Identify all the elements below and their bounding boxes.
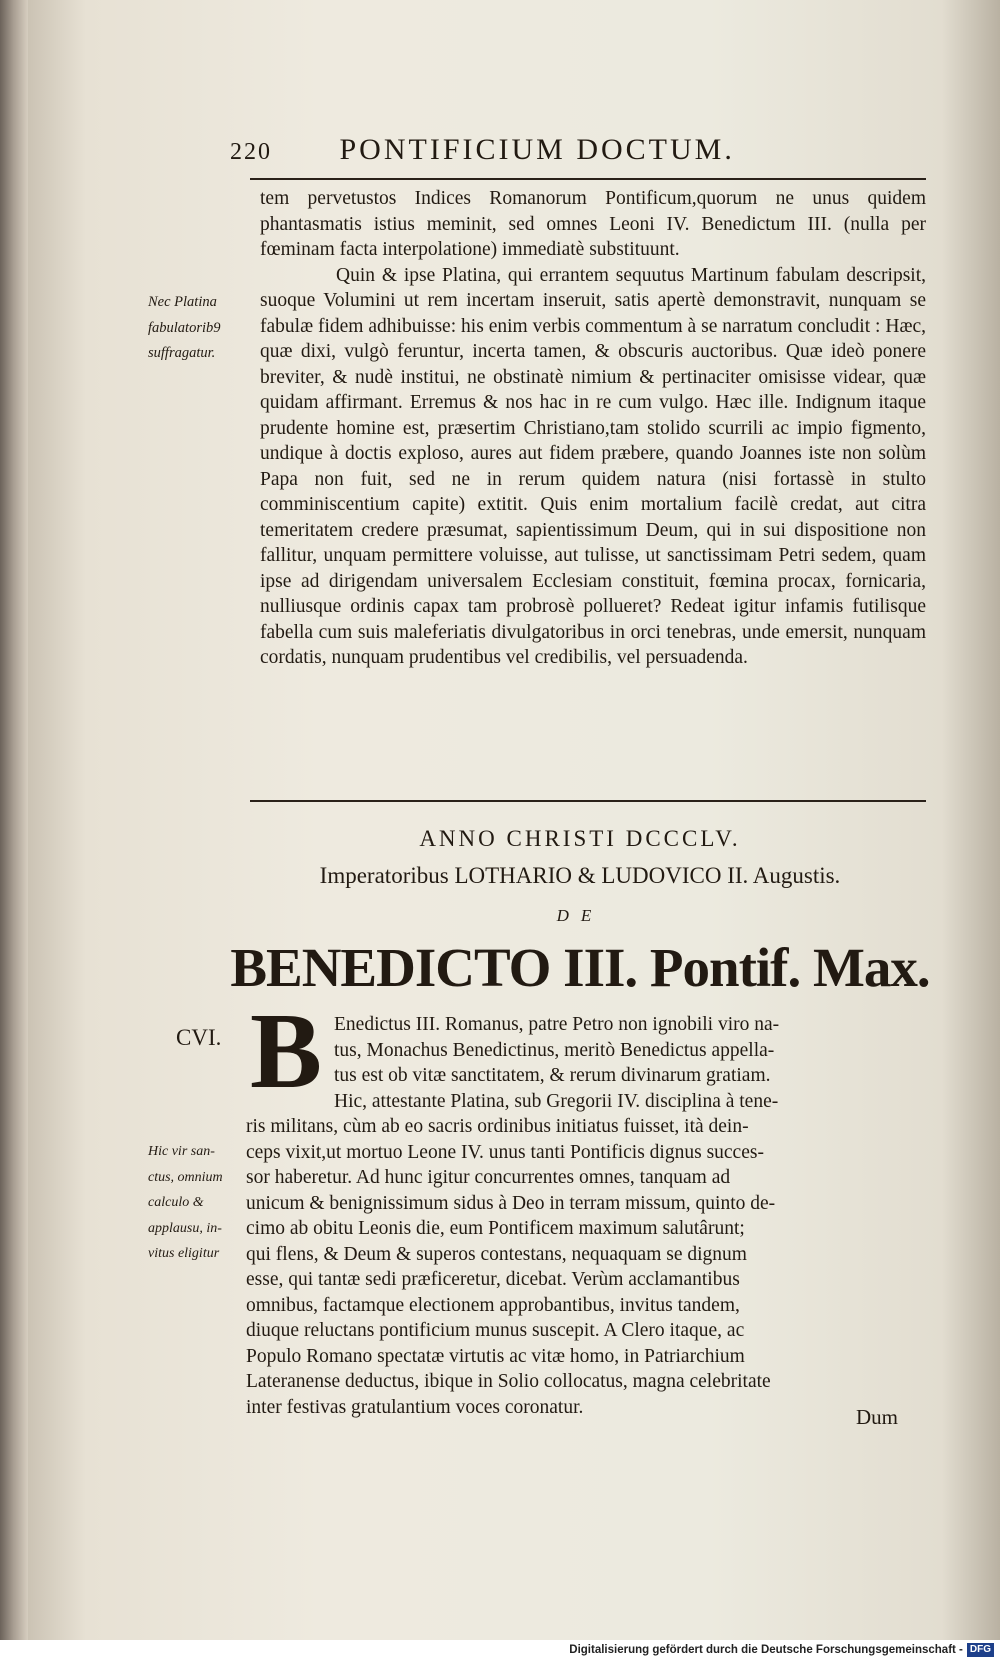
imperatoribus-line: Imperatoribus LOTHARIO & LUDOVICO II. Augustis. (319, 863, 841, 888)
drop-cap: B (250, 992, 323, 1111)
header-rule (250, 178, 926, 180)
text-line: esse, qui tantæ sedi præficeretur, dicebat. Verùm acclamantibus (246, 1269, 740, 1290)
de-line: DE (556, 906, 604, 925)
margin-note-line: applausu, in- (148, 1220, 222, 1236)
margin-note-line: calculo & (148, 1195, 204, 1210)
dfg-logo: DFG (967, 1643, 994, 1657)
page-number: 220 (230, 139, 272, 165)
margin-note-platina (148, 290, 252, 367)
platina-paragraph: Quin & ipse Platina, qui errantem sequutus Martinum fabulam descripsit, suoque Volumini ut rem incertam inseruit, satis apertè demonstravit, nunquam se fabulæ fidem adhibuisse: his enim verbis commentum à se narratum concludit : Hæc, quæ dixi, vulgò feruntur, incerta tamen, & obscuris auctoribus. Quæ ideò ponere breviter, & nudè institui, ne obstinatè nimium & pertinaciter omisisse videar, quæ quidam affirmant. Erremus & nos hac in re cum vulgo. Hæc ille. Indignum itaque prudente homine est, præsertim Christiano,tam stolido scurrili ac impio figmento, undique à doctis exploso, aures aut fidem præbere, quando Joannes iste non solùm Papa non fuit, sed ne in rerum quidem natura (nisi fortassè in stulto comminiscentium capite) extitit. Quis enim mortalium facilè credat, aut citra temeritatem credere præsumat, sapientissimum Deum, qui in sui dispositione non fallitur, unquam permittere voluisse, aut tulisse, ut sanctissimam Petri sedem, quam ipse ad dirigendam universalem Ecclesiam constituit, fœmina procax, fornicaria, nulliusque ordinis capax tam probrosè pollueret? Redeat igitur infamis futilisque fabella cum suis maleferiatis divulgatoribus in orci tenebras, unde emersit, nunquam cordatis, nunquam prudentibus vel credibilis, vel persuadenda. (260, 264, 926, 668)
text-line: sor haberetur. Ad hunc igitur concurrentes omnes, tanquam ad (246, 1167, 731, 1188)
text-line: qui flens, & Deum & superos contestans, nequaquam se dignum (246, 1243, 747, 1265)
footer-bar (0, 1640, 1000, 1660)
text-line: inter festivas gratulantium voces coronatur. (246, 1396, 584, 1418)
text-line: Lateranense deductus, ibique in Solio collocatus, magna celebritate (246, 1371, 771, 1392)
text-line: cimo ab obitu Leonis die, eum Pontificem maximum salutârunt; (246, 1218, 745, 1239)
benedictus-paragraph (246, 1012, 926, 1420)
continued-paragraph: tem pervetustos Indices Romanorum Pontificum,quorum ne unus quidem phantasmatis istius meminit, sed omnes Leoni IV. Benedictum III. (nulla per fœminam facta interpolatione) immediatè substituunt. (260, 188, 926, 260)
chapter-number: CVI. (176, 1025, 222, 1050)
margin-note-line: vitus eligitur (148, 1246, 220, 1261)
text-line: Enedictus III. Romanus, patre Petro non ignobili viro na- (334, 1014, 780, 1035)
text-line: Populo Romano spectatæ virtutis ac vitæ homo, in Patriarchium (246, 1345, 745, 1367)
running-title: PONTIFICIUM DOCTUM. (339, 133, 735, 166)
margin-note-line: Nec Platina (148, 294, 217, 310)
text-line: omnibus, factamque electionem approbantibus, invitus tandem, (246, 1294, 740, 1316)
section-rule (250, 800, 926, 802)
margin-note-election (148, 1139, 252, 1267)
text-line: tus, Monachus Benedictinus, meritò Benedictus appella- (334, 1039, 775, 1061)
top-text (260, 186, 926, 671)
text-line: unicum & benignissimum sidus à Deo in terram missum, quinto de- (246, 1192, 776, 1214)
margin-note-line: Hic vir san- (148, 1144, 215, 1159)
margin-note-line: suffragatur. (148, 345, 216, 361)
catchword: Dum (856, 1405, 898, 1429)
footer-text: Digitalisierung gefördert durch die Deutsche Forschungsgemeinschaft - (569, 1644, 963, 1656)
text-line: tus est ob vitæ sanctitatem, & rerum divinarum gratiam. (334, 1065, 771, 1086)
margin-note-line: fabulatorib9 (148, 319, 221, 336)
text-line: diuque reluctans pontificium munus suscepit. A Clero itaque, ac (246, 1320, 745, 1341)
running-header (230, 133, 930, 167)
text-line: ceps vixit,ut mortuo Leone IV. unus tanti Pontificis dignus succes- (246, 1141, 764, 1163)
text-line: Hic, attestante Platina, sub Gregorii IV. disciplina à tene- (334, 1090, 779, 1112)
margin-note-line: ctus, omnium (148, 1169, 223, 1185)
section-heading: BENEDICTO III. Pontif. Max. (230, 937, 930, 998)
anno-line: ANNO CHRISTI DCCCLV. (419, 826, 741, 851)
text-line: ris militans, cùm ab eo sacris ordinibus initiatus fuisset, ità dein- (246, 1116, 749, 1137)
